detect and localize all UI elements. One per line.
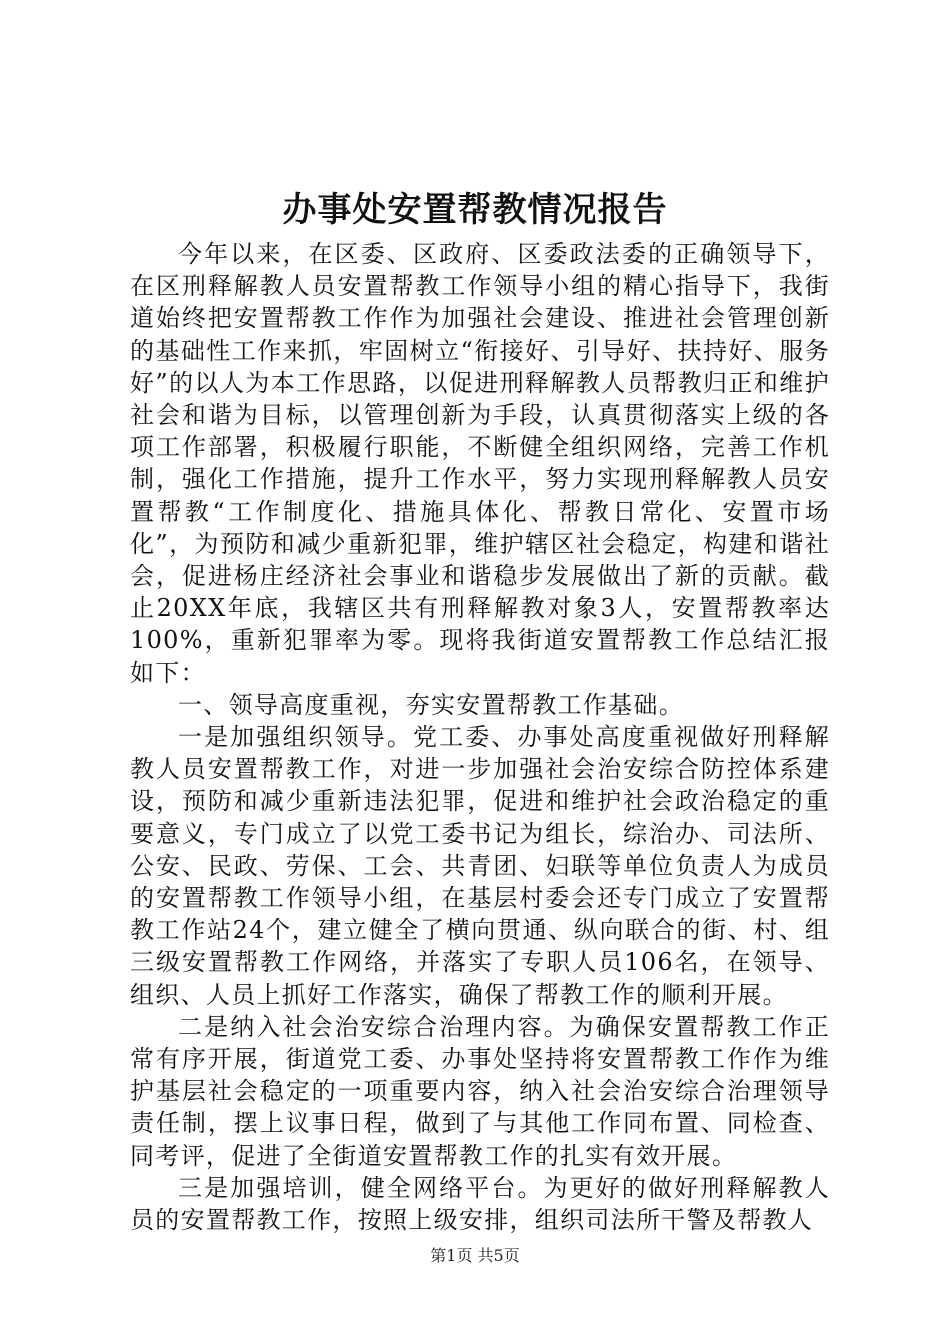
paragraph-intro: 今年以来，在区委、区政府、区委政法委的正确领导下，在区刑释解教人员安置帮教工作领导小组的精心指导下，我街道始终把安置帮教工作作为加强社会建设、推进社会管理创新的基础性工作来抓，牢固树立“衔接好、引导好、扶持好、服务好”的以人为本工作思路，以促进刑释解教人员帮教归正和维护社会和谐为目标，以管理创新为手段，认真贯彻落实上级的各项工作部署，积极履行职能，不断健全组织网络，完善工作机制，强化工作措施，提升工作水平，努力实现刑释解教人员安置帮教“工作制度化、措施具体化、帮教日常化、安置市场化”，为预防和减少重新犯罪，维护辖区社会稳定，构建和谐社会，促进杨庄经济社会事业和谐稳步发展做出了新的贡献。截止20XX年底，我辖区共有刑释解教对象3人，安置帮教率达100%，重新犯罪率为零。现将我街道安置帮教工作总结汇报如下： [130,240,830,687]
paragraph-point-one: 一是加强组织领导。党工委、办事处高度重视做好刑释解教人员安置帮教工作，对进一步加强社会治安综合防控体系建设，预防和减少重新违法犯罪，促进和维护社会政治稳定的重要意义，专门成立了以党工委书记为组长，综治办、司法所、公安、民政、劳保、工会、共青团、妇联等单位负责人为成员的安置帮教工作领导小组，在基层村委会还专门成立了安置帮教工作站24个，建立健全了横向贯通、纵向联合的街、村、组三级安置帮教工作网络，并落实了专职人员106名，在领导、组织、人员上抓好工作落实，确保了帮教工作的顺利开展。 [130,723,830,1009]
document-body [130,238,830,1236]
paragraph-section-heading: 一、领导高度重视，夯实安置帮教工作基础。 [178,690,684,719]
paragraph-point-three: 三是加强培训，健全网络平台。为更好的做好刑释解教人员的安置帮教工作，按照上级安排，组织司法所干警及帮教人 [130,1173,830,1235]
paragraph-point-two: 二是纳入社会治安综合治理内容。为确保安置帮教工作正常有序开展，街道党工委、办事处坚持将安置帮教工作作为维护基层社会稳定的一项重要内容，纳入社会治安综合治理领导责任制，摆上议事日程，做到了与其他工作同布置、同检查、同考评，促进了全街道安置帮教工作的扎实有效开展。 [130,1012,830,1170]
document-title: 办事处安置帮教情况报告 [282,190,668,230]
page-footer: 第1页 共5页 [430,1246,520,1265]
